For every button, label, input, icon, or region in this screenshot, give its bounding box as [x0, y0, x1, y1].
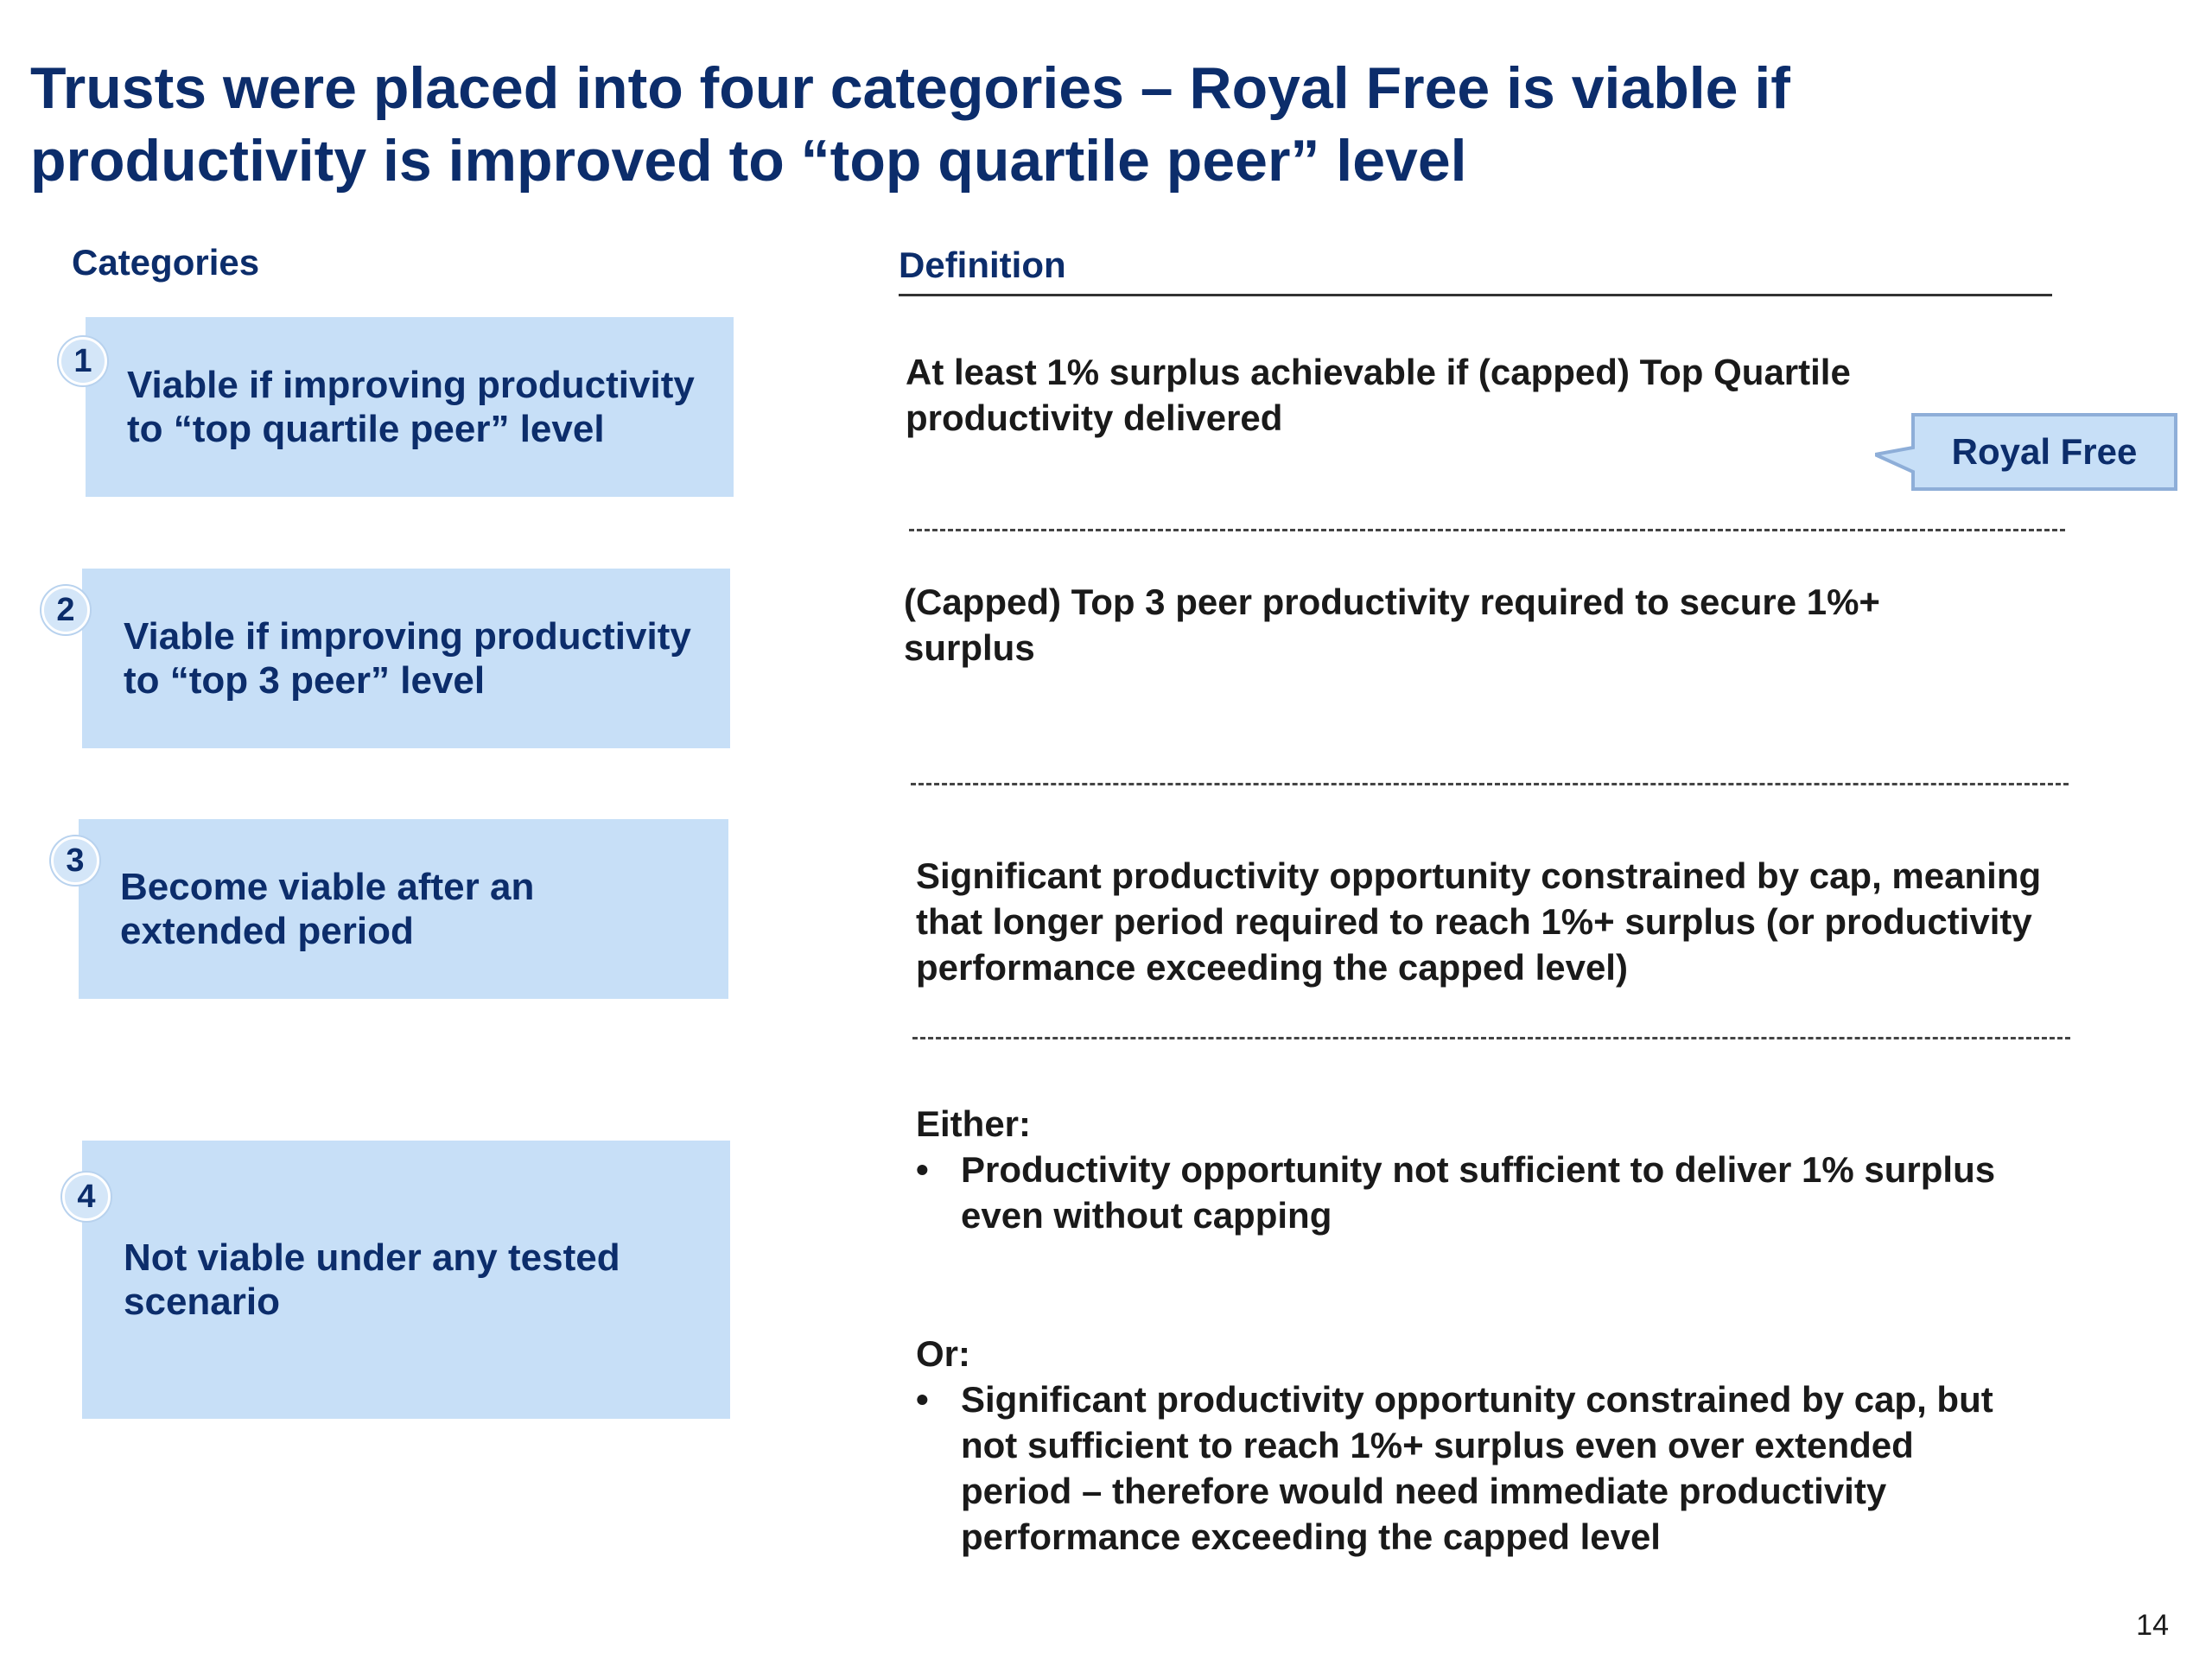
definition-3: Significant productivity opportunity constrained by cap, meaning that longer period required to reach 1%+ surplus (or productivity performance exceeding the capped level): [916, 855, 2042, 988]
category-box-4: [82, 1141, 730, 1419]
definition-header-rule: [899, 294, 2052, 296]
category-number-badge-1: 1: [59, 337, 107, 385]
page-title: Trusts were placed into four categories – Royal Free is viable if productivity is improved to “top quartile peer” level: [30, 55, 1790, 194]
divider-3: [912, 1037, 2070, 1039]
bullet-icon: •: [916, 1379, 929, 1420]
definition-4-bullet-2-text: Significant productivity opportunity constrained by cap, but not sufficient to reach 1%+ surplus even over extended period – therefore would need immediate productivity performance exceeding the capped level: [961, 1379, 1993, 1557]
definition-1: At least 1% surplus achievable if (capped) Top Quartile productivity delivered: [906, 352, 1851, 438]
category-box-1: [86, 317, 734, 497]
definition-header: Definition: [899, 245, 1066, 285]
divider-1: [909, 529, 2065, 531]
category-label-2: Viable if improving productivity to “top 3 peer” level: [124, 615, 691, 702]
royal-free-callout-label: Royal Free: [1951, 431, 2138, 472]
category-label-4: Not viable under any tested scenario: [124, 1236, 620, 1323]
category-number-badge-3: 3: [51, 836, 99, 885]
category-label-1: Viable if improving productivity to “top quartile peer” level: [127, 364, 695, 450]
definition-2: (Capped) Top 3 peer productivity required to secure 1%+ surplus: [904, 582, 1880, 668]
categories-header: Categories: [72, 242, 260, 283]
definition-4-either: Either:: [916, 1103, 1032, 1144]
category-number-badge-4: 4: [62, 1173, 111, 1221]
definition-4-or: Or:: [916, 1333, 970, 1374]
definition-4-bullet-1: [916, 1147, 1996, 1238]
bullet-icon: •: [916, 1149, 929, 1190]
definition-4-bullet-1-text: Productivity opportunity not sufficient to deliver 1% surplus even without capping: [961, 1149, 1996, 1236]
category-box-3: [79, 819, 728, 999]
page-number: 14: [2136, 1609, 2169, 1642]
definition-4-bullet-2: [916, 1376, 1996, 1560]
category-number-badge-2: 2: [41, 586, 90, 634]
category-label-3: Become viable after an extended period: [120, 866, 535, 952]
category-box-2: [82, 569, 730, 748]
divider-2: [911, 783, 2069, 785]
definition-4: [916, 1101, 1996, 1560]
